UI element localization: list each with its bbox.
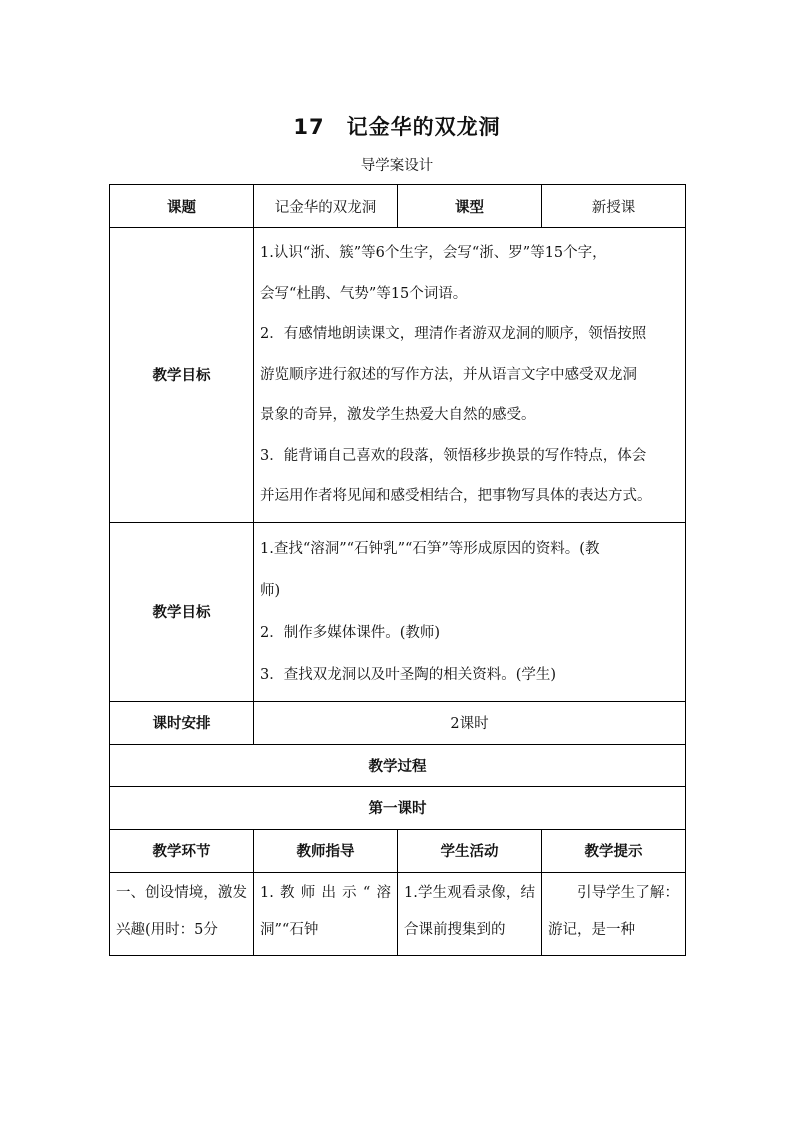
prep-line: 3．查找双龙洞以及叶圣陶的相关资料。(学生)	[260, 666, 557, 683]
goals-content	[254, 228, 686, 523]
type-value: 新授课	[542, 185, 686, 228]
topic-row	[110, 185, 686, 228]
goals-line: 2．有感情地朗读课文，理清作者游双龙洞的顺序，领悟按照	[260, 326, 647, 342]
prep-row	[110, 522, 686, 701]
topic-value: 记金华的双龙洞	[254, 185, 398, 228]
schedule-value: 2课时	[254, 701, 686, 744]
lesson-header: 第一课时	[110, 786, 686, 829]
lesson-plan-table	[109, 184, 686, 956]
col-header-stage: 教学环节	[110, 829, 254, 872]
document-subtitle: 导学案设计	[360, 158, 434, 174]
goals-line: 会写“杜鹃、气势”等15个词语。	[260, 285, 468, 302]
schedule-label: 课时安排	[110, 701, 254, 744]
tips-cell: 引导学生了解：游记，是一种	[542, 872, 686, 955]
student-cell: 1.学生观看录像，结合课前搜集到的	[398, 872, 542, 955]
prep-line: 1.查找“溶洞”“石钟乳”“石笋”等形成原因的资料。(教	[260, 540, 600, 557]
goals-line: 景象的奇异，激发学生热爱大自然的感受。	[260, 407, 536, 423]
col-header-student: 学生活动	[398, 829, 542, 872]
goals-label: 教学目标	[110, 228, 254, 523]
prep-line: 2．制作多媒体课件。(教师)	[260, 624, 441, 641]
goals-line: 3．能背诵自己喜欢的段落，领悟移步换景的写作特点，体会	[260, 447, 647, 464]
col-header-tips: 教学提示	[542, 829, 686, 872]
goals-row	[110, 228, 686, 523]
col-header-teacher: 教师指导	[254, 829, 398, 872]
topic-label: 课题	[110, 185, 254, 228]
stage-cell: 一、创设情境，激发兴趣(用时：5分	[110, 872, 254, 955]
type-label: 课型	[398, 185, 542, 228]
teacher-cell: 1.教师出示“溶洞”“石钟	[254, 872, 398, 955]
lesson-header-row	[110, 786, 686, 829]
process-header: 教学过程	[110, 744, 686, 786]
table-row	[110, 872, 686, 955]
prep-line: 师)	[260, 582, 281, 599]
column-header-row	[110, 829, 686, 872]
process-header-row	[110, 744, 686, 786]
schedule-row	[110, 701, 686, 744]
prep-label: 教学目标	[110, 522, 254, 701]
goals-line: 并运用作者将见闻和感受相结合，把事物写具体的表达方式。	[260, 488, 652, 504]
goals-line: 1.认识“浙、簇”等6个生字，会写“浙、罗”等15个字，	[260, 245, 607, 261]
prep-content	[254, 522, 686, 701]
document-title: 17 记金华的双龙洞	[293, 115, 501, 139]
goals-line: 游览顺序进行叙述的写作方法，并从语言文字中感受双龙洞	[260, 366, 637, 383]
